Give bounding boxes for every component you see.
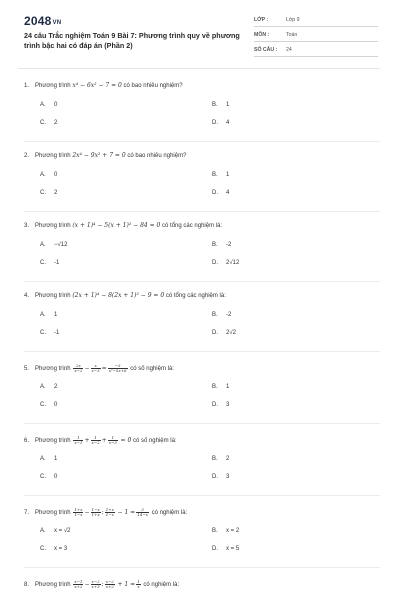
answer-option[interactable]: [40, 546, 67, 552]
equation-tail: − 1 =: [117, 509, 136, 517]
fraction: [73, 508, 83, 517]
question-stem: [24, 292, 226, 299]
option-value: 1: [54, 456, 58, 462]
answer-option[interactable]: [40, 102, 57, 108]
option-letter: D.: [212, 546, 218, 552]
equation-tail: = 0: [120, 437, 132, 445]
option-value: −√12: [54, 242, 68, 248]
option-value: 0: [54, 172, 58, 178]
fraction-numerator: 1+x: [74, 507, 83, 512]
equation: (2x + 1)⁴ − 8(2x + 1)² − 9 = 0: [72, 292, 165, 299]
fraction: [73, 580, 83, 589]
answer-option[interactable]: [212, 260, 239, 266]
fraction: [91, 508, 101, 517]
option-letter: A.: [40, 384, 46, 390]
operator: +: [84, 437, 90, 445]
option-value: 4: [226, 190, 230, 196]
fraction-numerator: 2x: [73, 364, 83, 369]
option-value: 1: [226, 384, 230, 390]
fraction-denominator: x+2: [74, 584, 83, 589]
question-suffix: có số nghiệm là:: [132, 438, 177, 445]
question-divider: [24, 567, 380, 568]
fraction-denominator: x−3: [108, 440, 117, 445]
answer-option[interactable]: [40, 172, 57, 178]
document-title: 24 câu Trắc nghiệm Toán 9 Bài 7: Phương trình quy về phương trình bậc hai có đáp án (Phần 2): [24, 31, 240, 50]
meta-value: Lớp 9: [286, 17, 300, 23]
question-suffix: có số nghiệm là:: [130, 366, 174, 373]
answer-option[interactable]: [212, 120, 229, 126]
question-prefix: Phương trình: [35, 153, 71, 159]
question-number: 8.: [24, 582, 30, 589]
answer-option[interactable]: [212, 172, 229, 178]
fraction: [73, 436, 83, 445]
option-letter: D.: [212, 402, 218, 408]
question-stem: [24, 82, 183, 89]
meta-label: LỚP :: [254, 17, 269, 23]
option-letter: C.: [40, 474, 46, 480]
option-value: x = √2: [54, 528, 71, 534]
option-value: 2: [226, 456, 230, 462]
fraction: [73, 364, 83, 373]
fraction-numerator: 1−x: [91, 507, 100, 512]
option-letter: D.: [212, 474, 218, 480]
fraction-numerator: 1: [91, 436, 101, 441]
option-letter: B.: [212, 312, 218, 318]
question-suffix: có tổng các nghiệm là:: [165, 293, 226, 299]
answer-option[interactable]: [40, 330, 59, 336]
fraction-numerator: 1+x: [105, 507, 114, 512]
question-divider: [24, 281, 380, 282]
fraction-denominator: x: [137, 584, 140, 589]
option-letter: C.: [40, 330, 46, 336]
option-letter: A.: [40, 172, 46, 178]
option-value: 1: [54, 312, 58, 318]
question-divider: [24, 423, 380, 424]
fraction: [105, 508, 115, 517]
option-letter: A.: [40, 102, 46, 108]
question-suffix: có bao nhiêu nghiệm?: [123, 83, 183, 89]
option-value: 2: [54, 190, 58, 196]
option-value: x = 5: [226, 546, 240, 552]
question-stem: [24, 436, 177, 445]
option-value: -1: [54, 330, 60, 336]
question-prefix: Phương trình: [35, 438, 71, 445]
option-value: 0: [54, 474, 58, 480]
option-value: -2: [226, 312, 232, 318]
option-value: 2√12: [226, 260, 240, 266]
option-value: -2: [226, 242, 232, 248]
question-prefix: Phương trình: [35, 223, 71, 229]
question-suffix: có tổng các nghiệm là:: [162, 223, 223, 229]
fraction-numerator: 1: [108, 436, 118, 441]
question-number: 6.: [24, 438, 30, 445]
question-prefix: Phương trình: [35, 83, 71, 89]
question-prefix: Phương trình: [35, 510, 71, 517]
meta-value: Toán: [286, 32, 298, 38]
question-divider: [24, 141, 380, 142]
answer-option[interactable]: [40, 120, 57, 126]
operator: =: [101, 365, 107, 373]
option-letter: B.: [212, 102, 218, 108]
fraction-numerator: 3: [136, 508, 149, 513]
meta-label: MÔN :: [254, 32, 270, 38]
option-value: x = 3: [54, 546, 68, 552]
question-divider: [24, 211, 380, 212]
operator: :: [101, 509, 104, 517]
fraction-numerator: x−2: [105, 579, 114, 584]
fraction: [105, 580, 115, 589]
question-stem: [24, 364, 174, 373]
fraction-numerator: −3: [108, 364, 128, 369]
option-value: 0: [54, 102, 58, 108]
option-letter: A.: [40, 528, 46, 534]
answer-option[interactable]: [212, 312, 231, 318]
equation: 2x⁴ − 9x² + 7 = 0: [72, 152, 126, 159]
option-value: 2: [54, 120, 58, 126]
answer-option[interactable]: [40, 456, 57, 462]
fraction-denominator: x−1: [74, 440, 83, 445]
option-letter: B.: [212, 528, 218, 534]
question-prefix: Phương trình: [35, 366, 71, 373]
equation: (x + 1)⁴ − 5(x + 1)² − 84 = 0: [72, 222, 161, 229]
fraction-numerator: x−2: [91, 579, 100, 584]
question-suffix: có bao nhiêu nghiệm?: [127, 153, 187, 159]
fraction: [108, 436, 118, 445]
option-letter: D.: [212, 190, 218, 196]
option-letter: C.: [40, 260, 46, 266]
fraction-denominator: 1−x: [105, 512, 114, 517]
option-letter: C.: [40, 402, 46, 408]
option-value: -1: [54, 260, 60, 266]
question-number: 1.: [24, 83, 30, 89]
fraction-denominator: 1+x: [91, 512, 100, 517]
header: [0, 0, 400, 66]
option-letter: A.: [40, 312, 46, 318]
operator: −: [84, 581, 90, 589]
option-letter: C.: [40, 190, 46, 196]
question-number: 3.: [24, 223, 30, 229]
option-letter: C.: [40, 120, 46, 126]
answer-option[interactable]: [212, 190, 229, 196]
operator: −: [84, 509, 90, 517]
fraction-denominator: x+2: [105, 584, 114, 589]
option-letter: D.: [212, 330, 218, 336]
fraction-numerator: x: [91, 364, 101, 369]
question-number: 4.: [24, 293, 30, 299]
option-value: 1: [226, 102, 230, 108]
question-number: 2.: [24, 153, 30, 159]
option-value: 2: [54, 384, 58, 390]
option-value: 0: [54, 402, 58, 408]
fraction-denominator: x−2: [91, 440, 100, 445]
answer-option[interactable]: [212, 402, 229, 408]
logo-text: 2048: [24, 14, 52, 28]
answer-option[interactable]: [212, 456, 229, 462]
answer-option[interactable]: [40, 528, 70, 534]
fraction: [91, 580, 101, 589]
option-letter: B.: [212, 456, 218, 462]
fraction-denominator: 1−x: [74, 512, 83, 517]
operator: +: [101, 437, 107, 445]
answer-option[interactable]: [40, 190, 57, 196]
option-value: 4: [226, 120, 230, 126]
answer-option[interactable]: [40, 384, 57, 390]
option-letter: C.: [40, 546, 46, 552]
option-letter: B.: [212, 172, 218, 178]
answer-option[interactable]: [212, 474, 229, 480]
option-letter: B.: [212, 242, 218, 248]
question-prefix: Phương trình: [35, 582, 71, 589]
question-suffix: có nghiệm là:: [151, 510, 188, 517]
answer-option[interactable]: [40, 242, 67, 248]
option-value: 2√2: [226, 330, 236, 336]
meta-row-count: [254, 44, 378, 57]
question-divider: [24, 495, 380, 496]
answer-option[interactable]: [212, 546, 239, 552]
option-letter: A.: [40, 456, 46, 462]
question-stem: [24, 508, 187, 517]
answer-option[interactable]: [212, 330, 236, 336]
header-divider: [18, 68, 380, 69]
fraction-numerator: 1: [137, 579, 140, 584]
equation: x⁴ − 6x² − 7 = 0: [72, 82, 122, 89]
option-value: x = 2: [226, 528, 240, 534]
fraction-denominator: x²−5x+6: [108, 368, 127, 373]
option-value: 3: [226, 402, 230, 408]
option-letter: D.: [212, 120, 218, 126]
meta-value: 24: [286, 47, 292, 53]
option-letter: B.: [212, 384, 218, 390]
answer-option[interactable]: [40, 402, 57, 408]
fraction: [136, 508, 149, 517]
answer-option[interactable]: [212, 242, 231, 248]
answer-option[interactable]: [40, 474, 57, 480]
answer-option[interactable]: [212, 528, 239, 534]
option-value: 3: [226, 474, 230, 480]
question-prefix: Phương trình: [35, 293, 71, 299]
operator: −: [84, 365, 90, 373]
fraction: [91, 364, 101, 373]
fraction-denominator: 14−x: [137, 512, 148, 517]
answer-option[interactable]: [212, 102, 229, 108]
fraction-denominator: x−3: [91, 368, 100, 373]
fraction: [136, 580, 141, 589]
question-stem: [24, 152, 186, 159]
question-stem: [24, 222, 222, 229]
option-value: 1: [226, 172, 230, 178]
question-number: 7.: [24, 510, 30, 517]
fraction: [108, 364, 128, 373]
answer-option[interactable]: [40, 312, 57, 318]
meta-info: [254, 14, 378, 59]
answer-option[interactable]: [212, 384, 229, 390]
fraction-denominator: x+3: [91, 584, 100, 589]
meta-row-class: [254, 14, 378, 27]
meta-row-subject: [254, 29, 378, 42]
fraction: [91, 436, 101, 445]
meta-label: SỐ CÂU :: [254, 47, 278, 53]
question-stem: [24, 580, 179, 589]
question-suffix: có nghiệm là:: [143, 582, 180, 589]
answer-option[interactable]: [40, 260, 59, 266]
fraction-numerator: x−1: [74, 579, 83, 584]
question-number: 5.: [24, 366, 30, 373]
fraction-denominator: x−2: [74, 368, 83, 373]
option-letter: A.: [40, 242, 46, 248]
operator: :: [101, 581, 104, 589]
option-letter: D.: [212, 260, 218, 266]
logo-suffix: VN: [52, 20, 62, 26]
question-divider: [24, 351, 380, 352]
fraction-numerator: 1: [73, 436, 83, 441]
site-logo[interactable]: [24, 14, 61, 28]
equation-tail: + 1 =: [117, 581, 136, 589]
